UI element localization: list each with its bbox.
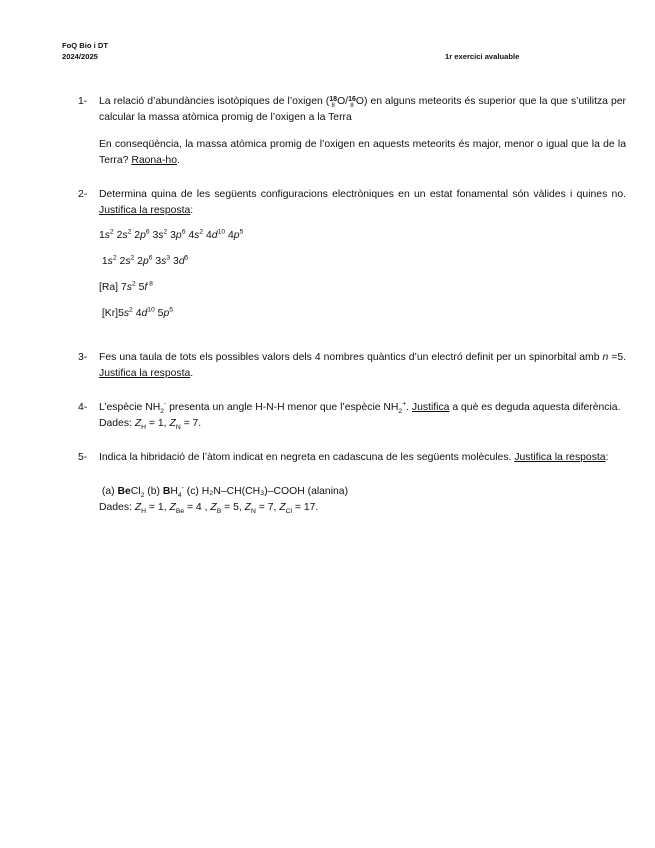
raona-ho-link: Raona-ho <box>131 155 177 166</box>
justifica-link: Justifica <box>411 402 450 413</box>
question-2 <box>78 187 626 332</box>
question-2-statement: Determina quina de les següents configuracions electròniques en un estat fonamental són vàlides i quines no. Justifica la resposta: <box>99 189 626 216</box>
configuration-1: $1s^2$ $2s^2$ $2p^6$ $3s^2$ $3p^6$ $4s^2$ $4d^{10}$ $4p^5$ <box>99 228 244 241</box>
question-5-statement: Indica la hibridació de l’àtom indicat en negreta en cadascuna de les següents molècules. Justifica la resposta: <box>99 452 609 463</box>
school-year: 2024/2025 <box>62 52 98 61</box>
question-5 <box>78 450 626 516</box>
question-1 <box>78 94 626 169</box>
question-3 <box>78 350 626 382</box>
configurations-list <box>99 228 626 322</box>
isotope-o18: 18 8 <box>329 96 338 109</box>
question-number: 3- <box>78 352 88 363</box>
question-number: 1- <box>78 96 88 107</box>
question-3-statement: Fes una taula de tots els possibles valors dels 4 nombres quàntics d’un electró definit per un spinorbital amb n =5. Justifica la resposta. <box>99 352 626 379</box>
course-name: FoQ Bio i DT <box>62 41 108 50</box>
question-4 <box>78 400 626 432</box>
justifica-link: Justifica la resposta <box>99 368 191 379</box>
question-5-data: Dades: $Z_H = 1$, $Z_{Be} = 4$ , $Z_B = 5$, $Z_N = 7$, $Z_{Cl} = 17$. <box>99 502 319 516</box>
question-number: 5- <box>78 452 88 463</box>
configuration-2: $1s^2$ $2s^2$ $2p^6$ $3s^3$ $3d^5$ <box>99 254 189 267</box>
question-1-question: En conseqüència, la massa atòmica promig de l’oxigen en aquests meteorits és major, menor o igual que la de la Terra? Raona-ho. <box>99 139 626 166</box>
justifica-link: Justifica la resposta <box>99 205 191 216</box>
questions-list <box>78 94 626 534</box>
question-4-statement: L’espècie $NH_2^-$ presenta un angle H-N-H menor que l’espècie $NH_2^+$. Justifica a què es deguda aquesta diferència. <box>99 400 621 416</box>
question-4-data: Dades: $Z_H = 1$, $Z_N = 7$. <box>99 418 202 432</box>
question-number: 4- <box>78 402 88 413</box>
question-number: 2- <box>78 189 88 200</box>
exercise-title: 1r exercici avaluable <box>445 52 520 61</box>
isotope-o16: 16 8 <box>348 96 356 109</box>
configuration-3: [Ra] $7s^2$ 5f $^8$ <box>99 280 153 293</box>
justifica-link: Justifica la resposta <box>514 452 606 463</box>
configuration-4: $[Kr]5s^2$ $4d^{10}$ $5p^5$ <box>101 306 173 319</box>
header-left <box>62 40 108 62</box>
question-1-statement: La relació d’abundàncies isotòpiques de l’oxigen ( 18 8 O/ 16 8 O) en alguns meteorits és superior que la que s’utilitza per calcular la massa atòmica promig de l’oxigen a la Terra <box>99 96 626 123</box>
molecules-list: (a) BeCl$_2$ (b) $BH_4^-$ (c) H₂N–CH(CH₃)–COOH (alanina) <box>101 484 349 500</box>
